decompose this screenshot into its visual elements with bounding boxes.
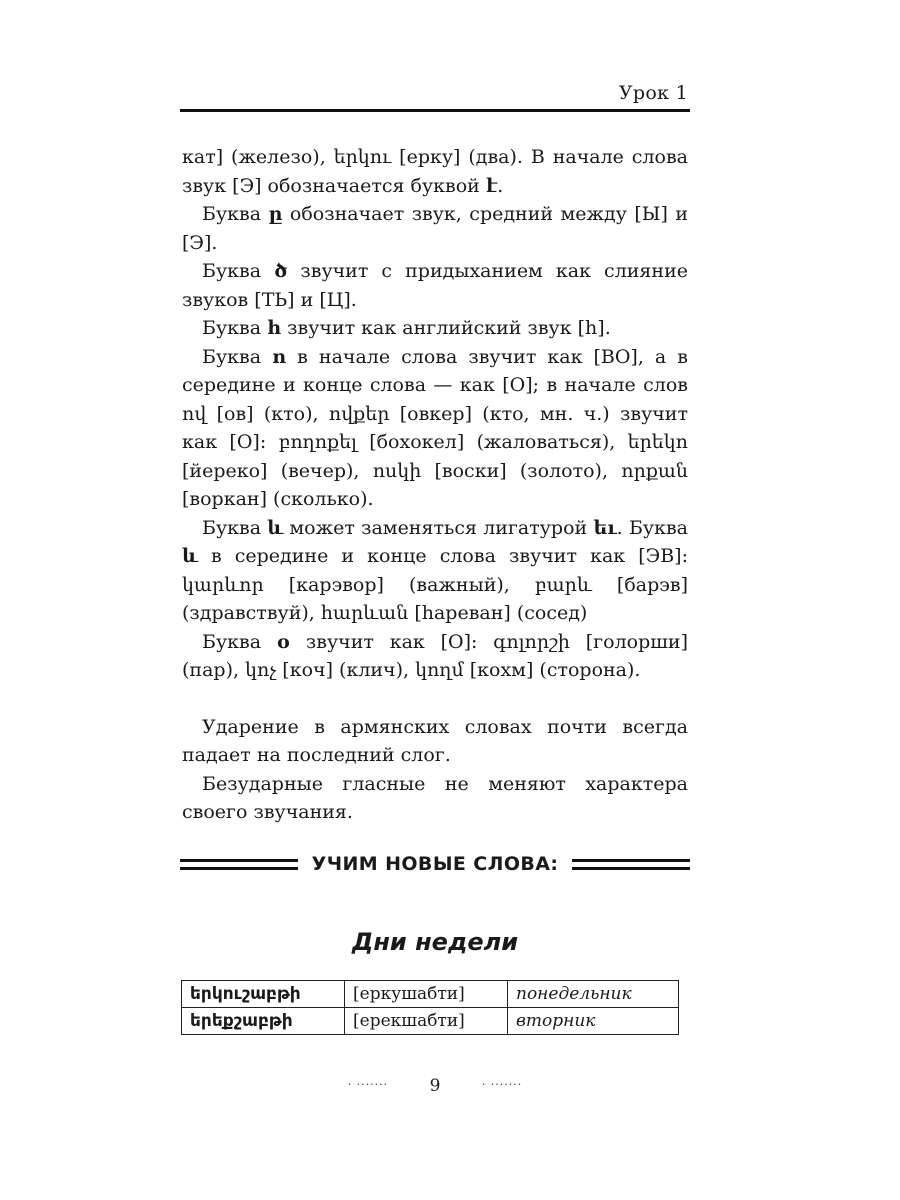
armenian-word: երկուշաբթի bbox=[182, 981, 345, 1008]
section-title: УЧИМ НОВЫЕ СЛОВА: bbox=[311, 853, 559, 875]
russian-translation: вторник bbox=[508, 1008, 679, 1035]
paragraph-letter-ts: Буква ծ звучит с придыханием как слияние звуков [ТЬ] и [Ц]. bbox=[182, 260, 688, 311]
paragraph-text: кат] (железо), երկու [ерку] (два). В начале слова звук [Э] обозначается буквой bbox=[182, 146, 688, 197]
header-divider bbox=[180, 109, 690, 112]
footer-dots-right: · ······· bbox=[481, 1078, 523, 1091]
paragraph-letter-h: Буква հ звучит как английский звук [h]. bbox=[202, 317, 611, 339]
armenian-letter: ը bbox=[268, 203, 283, 225]
paragraph-letter-o: Буква օ звучит как [О]: գոլորշի [голорши] (пар), կոչ [коч] (клич), կողմ [кохм] (сторона). bbox=[182, 630, 688, 681]
armenian-letter: օ bbox=[276, 630, 291, 653]
paragraph-letter-ə: Буква ը обозначает звук, средний между [Ы] и [Э]. bbox=[182, 203, 688, 254]
double-rule-right bbox=[572, 859, 690, 870]
armenian-letter: ո bbox=[272, 345, 287, 368]
transcription: [еркушабти] bbox=[345, 981, 508, 1008]
vocab-subtitle: Дни недели bbox=[351, 928, 519, 956]
paragraph-letter-vo: Буква ո в начале слова звучит как [ВО], а в середине и конце слова — как [О]; в начале слов ով [ов] (кто), ովքեր [овкер] (кто, мн. ч.) звучит как [О]: բողոքել [бохокел] (жаловаться), երեկո [йереко] (вечер), ոսկի [воски] (золото), որքան [воркан] (сколько). bbox=[182, 345, 688, 510]
footer-dots-left: · ······· bbox=[347, 1078, 389, 1091]
armenian-letter: և bbox=[182, 545, 198, 567]
section-heading-band bbox=[180, 848, 690, 880]
lesson-body bbox=[182, 143, 688, 827]
paragraph-text: . bbox=[497, 174, 504, 197]
armenian-letter: և bbox=[267, 516, 284, 539]
page-number: 9 bbox=[429, 1076, 441, 1096]
page-footer bbox=[180, 1076, 690, 1096]
table-row bbox=[182, 981, 679, 1008]
russian-translation: понедельник bbox=[508, 981, 679, 1008]
armenian-word: երեքշաբթի bbox=[182, 1008, 345, 1035]
paragraph-stress: Ударение в армянских словах почти всегда падает на последний слог. bbox=[182, 715, 688, 766]
paragraph-intro-continuation bbox=[182, 143, 688, 200]
transcription: [ерекшабти] bbox=[345, 1008, 508, 1035]
double-rule-left bbox=[180, 859, 298, 870]
table-row bbox=[182, 1008, 679, 1035]
lesson-header: Урок 1 bbox=[618, 82, 688, 104]
paragraph-unstressed-vowels: Безударные гласные не меняют характера своего звучания. bbox=[182, 772, 688, 823]
vocab-table bbox=[181, 980, 679, 1035]
armenian-letter: է bbox=[485, 174, 498, 197]
paragraph-letter-ev: Буква և может заменяться лигатурой եւ. Буква և в середине и конце слова звучит как [ЭВ]: կարևոր [карэвор] (важный), բարև [барэв] (здравствуй), հարևան [hареван] (сосед) bbox=[182, 516, 688, 624]
armenian-letter: հ bbox=[267, 317, 282, 339]
paragraph-gap bbox=[182, 685, 688, 713]
armenian-ligature: եւ bbox=[593, 516, 617, 539]
armenian-letter: ծ bbox=[274, 260, 288, 282]
